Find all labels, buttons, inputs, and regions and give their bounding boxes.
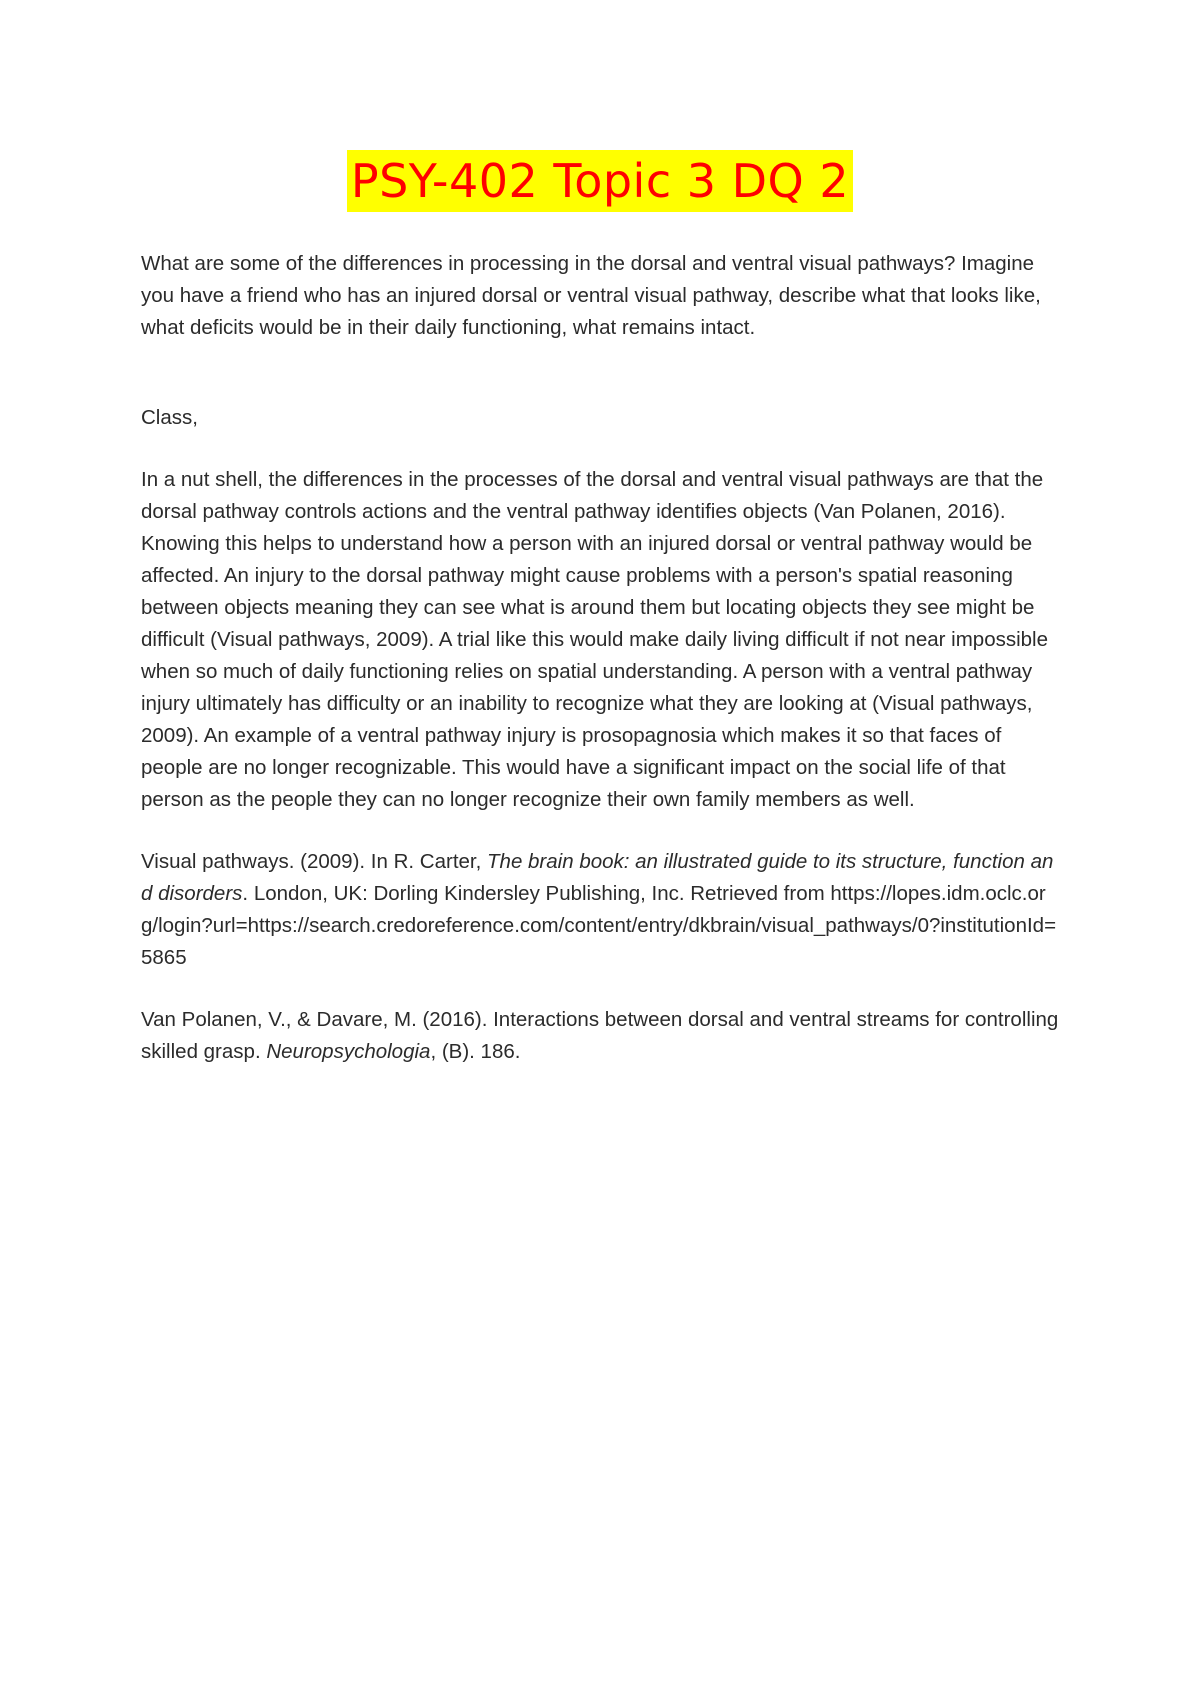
document-content [141, 248, 1061, 1098]
reference-tail: , (B). 186. [430, 1040, 521, 1063]
salutation: Class, [141, 406, 198, 429]
reference-lead: Van Polanen, V., & Davare, M. (2016). Interactions between dorsal and ventral streams for controlling skilled grasp. [141, 1008, 1059, 1063]
page-title: PSY-402 Topic 3 DQ 2 [347, 150, 853, 212]
reference-item [141, 846, 1061, 974]
reference-italic: The brain book: an illustrated guide to its structure, function and disorders [141, 850, 1054, 905]
reference-tail: . London, UK: Dorling Kindersley Publishing, Inc. Retrieved from [242, 882, 831, 905]
reference-item [141, 1004, 1061, 1068]
reference-italic: Neuropsychologia [266, 1040, 431, 1063]
reference-lead: Visual pathways. (2009). In R. Carter, [141, 850, 488, 873]
title-wrap [0, 150, 1200, 212]
response-body: In a nut shell, the differences in the processes of the dorsal and ventral visual pathways are that the dorsal pathway controls actions and the ventral pathway identifies objects (Van Polanen, 2016). Knowing this helps to understand how a person with an injured dorsal or ventral pathway would be affected. An injury to the dorsal pathway might cause problems with a person's spatial reasoning between objects meaning they can see what is around them but locating objects they see might be difficult (Visual pathways, 2009). A trial like this would make daily living difficult if not near impossible when so much of daily functioning relies on spatial understanding. A person with a ventral pathway injury ultimately has difficulty or an inability to recognize what they are looking at (Visual pathways, 2009). An example of a ventral pathway injury is prosopagnosia which makes it so that faces of people are no longer recognizable. This would have a significant impact on the social life of that person as the people they can no longer recognize their own family members as well. [141, 468, 1049, 811]
reference-url[interactable]: https://lopes.idm.oclc.org/login?url=https://search.credoreference.com/content/entry/dkbrain/visual_pathways/0?institutionId=5865 [141, 882, 1057, 969]
discussion-prompt: What are some of the differences in processing in the dorsal and ventral visual pathways? Imagine you have a friend who has an injured dorsal or ventral visual pathway, describe what that looks like, what deficits would be in their daily functioning, what remains intact. [141, 252, 1041, 339]
